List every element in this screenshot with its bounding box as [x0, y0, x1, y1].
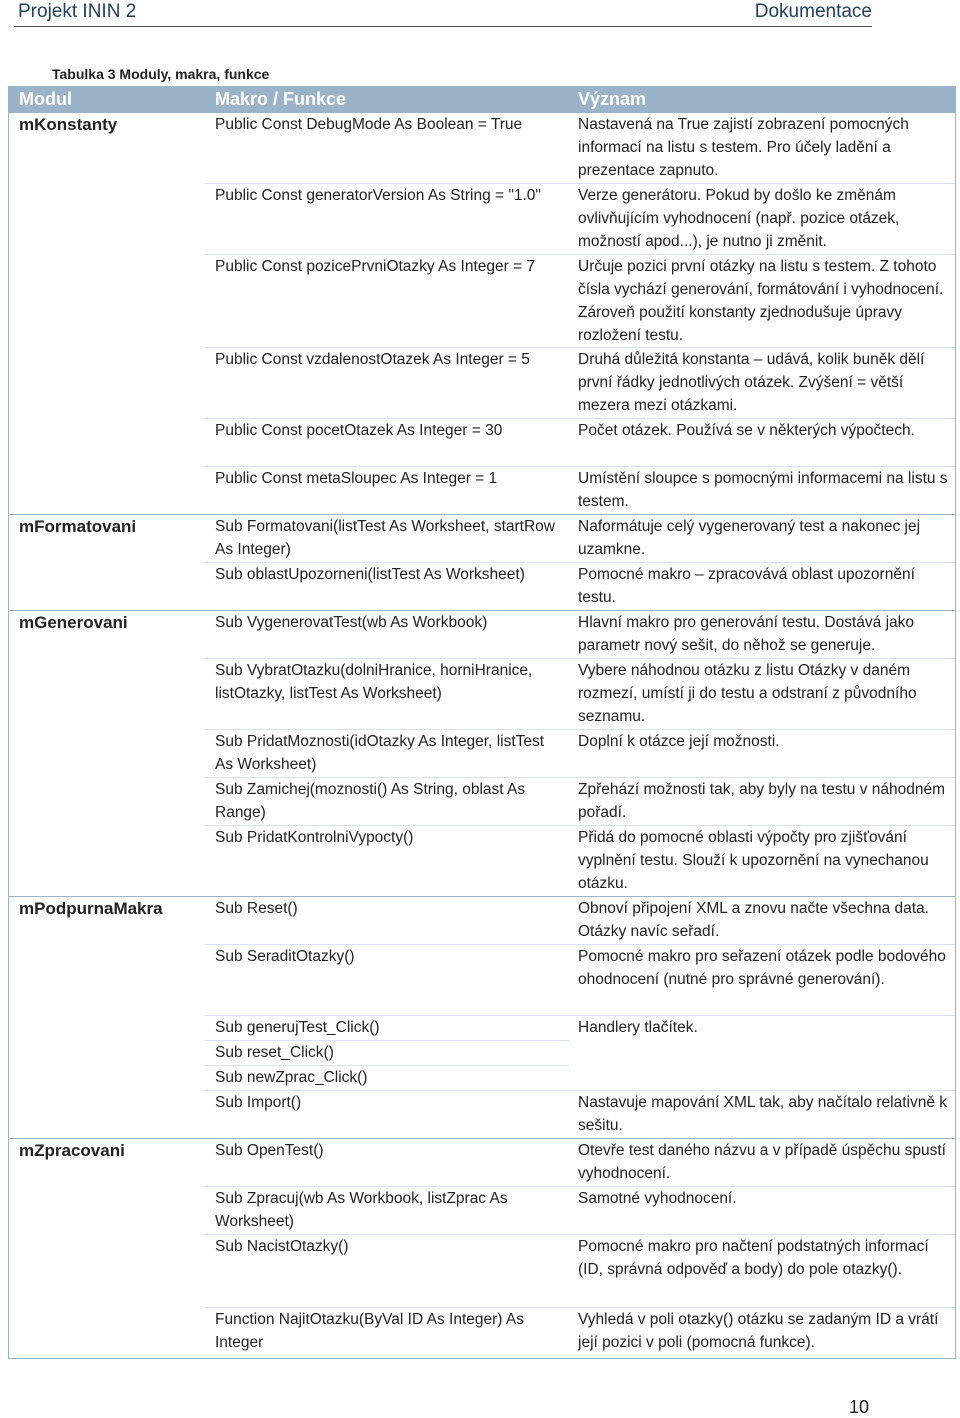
macro-cell: Public Const pozicePrvniOtazky As Integer = 7 [215, 258, 536, 275]
page-header [14, 0, 872, 27]
macro-cell: Function NajitOtazku(ByVal ID As Integer) As Integer [215, 1311, 524, 1351]
macro-cell: Sub Reset() [215, 900, 298, 917]
macro-cell: Sub newZprac_Click() [215, 1069, 368, 1086]
header-modul: Modul [19, 89, 72, 109]
meaning-cell: Přidá do pomocné oblasti výpočty pro zjišťování vyplnění testu. Slouží k upozornění na vynechanou otázku. [578, 829, 929, 892]
macro-cell: Public Const pocetOtazek As Integer = 30 [215, 422, 503, 439]
table-header [9, 87, 955, 113]
macro-cell: Sub PridatKontrolniVypocty() [215, 829, 414, 846]
meaning-cell: Pomocné makro pro načtení podstatných informací (ID, správná odpověď a body) do pole otazky(). [578, 1238, 929, 1278]
table-row [9, 1091, 955, 1139]
macro-text: Public Const DebugMode As Boolean = True [215, 116, 523, 133]
module-name: mFormatovani [19, 517, 137, 536]
table-row [9, 184, 955, 255]
module-name: mPodpurnaMakra [19, 899, 163, 918]
macro-cell: Sub oblastUpozorneni(listTest As Worksheet) [215, 566, 525, 583]
macro-cell: Sub reset_Click() [215, 1044, 334, 1061]
meaning-cell: Vyhledá v poli otazky() otázku se zadaným ID a vrátí její pozici v poli (pomocná funkce). [578, 1311, 939, 1351]
table-row [9, 730, 955, 778]
table-row [9, 826, 955, 897]
table-row [9, 563, 955, 611]
meaning-cell: Verze generátoru. Pokud by došlo ke změnám ovlivňujícím vyhodnocení (např. pozice otázek, možností apod...), je nutno ji změnit. [578, 187, 900, 250]
macro-cell: Sub VybratOtazku(dolniHranice, horniHranice, listOtazky, listTest As Worksheet) [215, 662, 533, 702]
header-makro: Makro / Funkce [215, 89, 347, 109]
table-row [9, 1041, 955, 1066]
macro-cell: Public Const vzdalenostOtazek As Integer = 5 [215, 351, 530, 368]
table-row [9, 1139, 955, 1187]
meaning-cell: Pomocné makro – zpracovává oblast upozornění testu. [578, 566, 915, 606]
table-row [9, 467, 955, 515]
table-row [9, 515, 955, 563]
meaning-cell: Nastavená na True zajistí zobrazení pomocných informací na listu s testem. Pro účely ladění a prezentace zapnuto. [578, 116, 909, 179]
meaning-cell: Samotné vyhodnocení. [578, 1190, 737, 1207]
table-row [9, 897, 955, 945]
modules-table [8, 86, 956, 1359]
meaning-cell: Vybere náhodnou otázku z listu Otázky v daném rozmezí, umístí ji do testu a odstraní z původního seznamu. [578, 662, 917, 725]
module-name: mGenerovani [19, 613, 128, 632]
table-row [9, 1235, 955, 1308]
table-row [9, 1187, 955, 1235]
table-row [9, 659, 955, 730]
meaning-cell: Počet otázek. Používá se v některých výpočtech. [578, 422, 915, 439]
macro-cell: Sub Formatovani(listTest As Worksheet, startRow As Integer) [215, 518, 555, 558]
meaning-cell: Nastavuje mapování XML tak, aby načítalo relativně k sešitu. [578, 1094, 948, 1134]
meaning-cell: Zpřehází možnosti tak, aby byly na testu v náhodném pořadí. [578, 781, 946, 821]
macro-cell: Sub OpenTest() [215, 1142, 324, 1159]
meaning-cell: Otevře test daného názvu a v případě úspěchu spustí vyhodnocení. [578, 1142, 946, 1182]
macro-cell: Sub NacistOtazky() [215, 1238, 349, 1255]
table-row [9, 348, 955, 419]
macro-cell: Public Const generatorVersion As String = "1.0" [215, 187, 541, 204]
project-title: Projekt ININ 2 [18, 1, 137, 22]
macro-cell: Sub VygenerovatTest(wb As Workbook) [215, 614, 488, 631]
module-name: mKonstanty [19, 115, 118, 134]
table-row [9, 945, 955, 1016]
meaning-cell: Naformátuje celý vygenerovaný test a nakonec jej uzamkne. [578, 518, 921, 558]
page-number: 10 [849, 1397, 870, 1417]
meaning-cell: Doplní k otázce její možnosti. [578, 733, 780, 750]
table-row [9, 113, 955, 184]
table-row [9, 255, 955, 348]
macro-cell: Sub PridatMoznosti(idOtazky As Integer, listTest As Worksheet) [215, 733, 545, 773]
table-row [9, 611, 955, 659]
meaning-cell: Hlavní makro pro generování testu. Dostává jako parametr nový sešit, do něhož se generuje. [578, 614, 915, 654]
meaning-cell: Obnoví připojení XML a znovu načte všechna data. Otázky navíc seřadí. [578, 900, 929, 940]
macro-cell: Public Const metaSloupec As Integer = 1 [215, 470, 498, 487]
macro-cell: Sub Import() [215, 1094, 302, 1111]
header-vyznam: Význam [578, 89, 647, 109]
meaning-cell: Handlery tlačítek. [578, 1019, 698, 1036]
macro-cell [215, 113, 565, 136]
table-row [9, 1308, 955, 1358]
table-caption: Tabulka 3 Moduly, makra, funkce [52, 66, 270, 82]
meaning-cell: Určuje pozici první otázky na listu s testem. Z tohoto čísla vychází generování, formátování i vyhodnocení. Zároveň použití konstanty zjednodušuje úpravy rozložení testu. [578, 258, 944, 344]
table-row [9, 1016, 955, 1041]
table-row [9, 778, 955, 826]
meaning-cell: Umístění sloupce s pomocnými informacemi na listu s testem. [578, 470, 948, 510]
table-row [9, 1066, 955, 1091]
meaning-cell: Druhá důležitá konstanta – udává, kolik buněk dělí první řádky jednotlivých otázek. Zvýšení = větší mezera mezi otázkami. [578, 351, 925, 414]
meaning-cell: Pomocné makro pro seřazení otázek podle bodového ohodnocení (nutné pro správné generování). [578, 948, 946, 988]
table-row [9, 419, 955, 467]
module-name: mZpracovani [19, 1141, 125, 1160]
macro-cell: Sub SeraditOtazky() [215, 948, 355, 965]
macro-cell: Sub generujTest_Click() [215, 1019, 380, 1036]
macro-cell: Sub Zamichej(moznosti() As String, oblast As Range) [215, 781, 526, 821]
section-title: Dokumentace [754, 1, 872, 22]
macro-cell: Sub Zpracuj(wb As Workbook, listZprac As Worksheet) [215, 1190, 508, 1230]
